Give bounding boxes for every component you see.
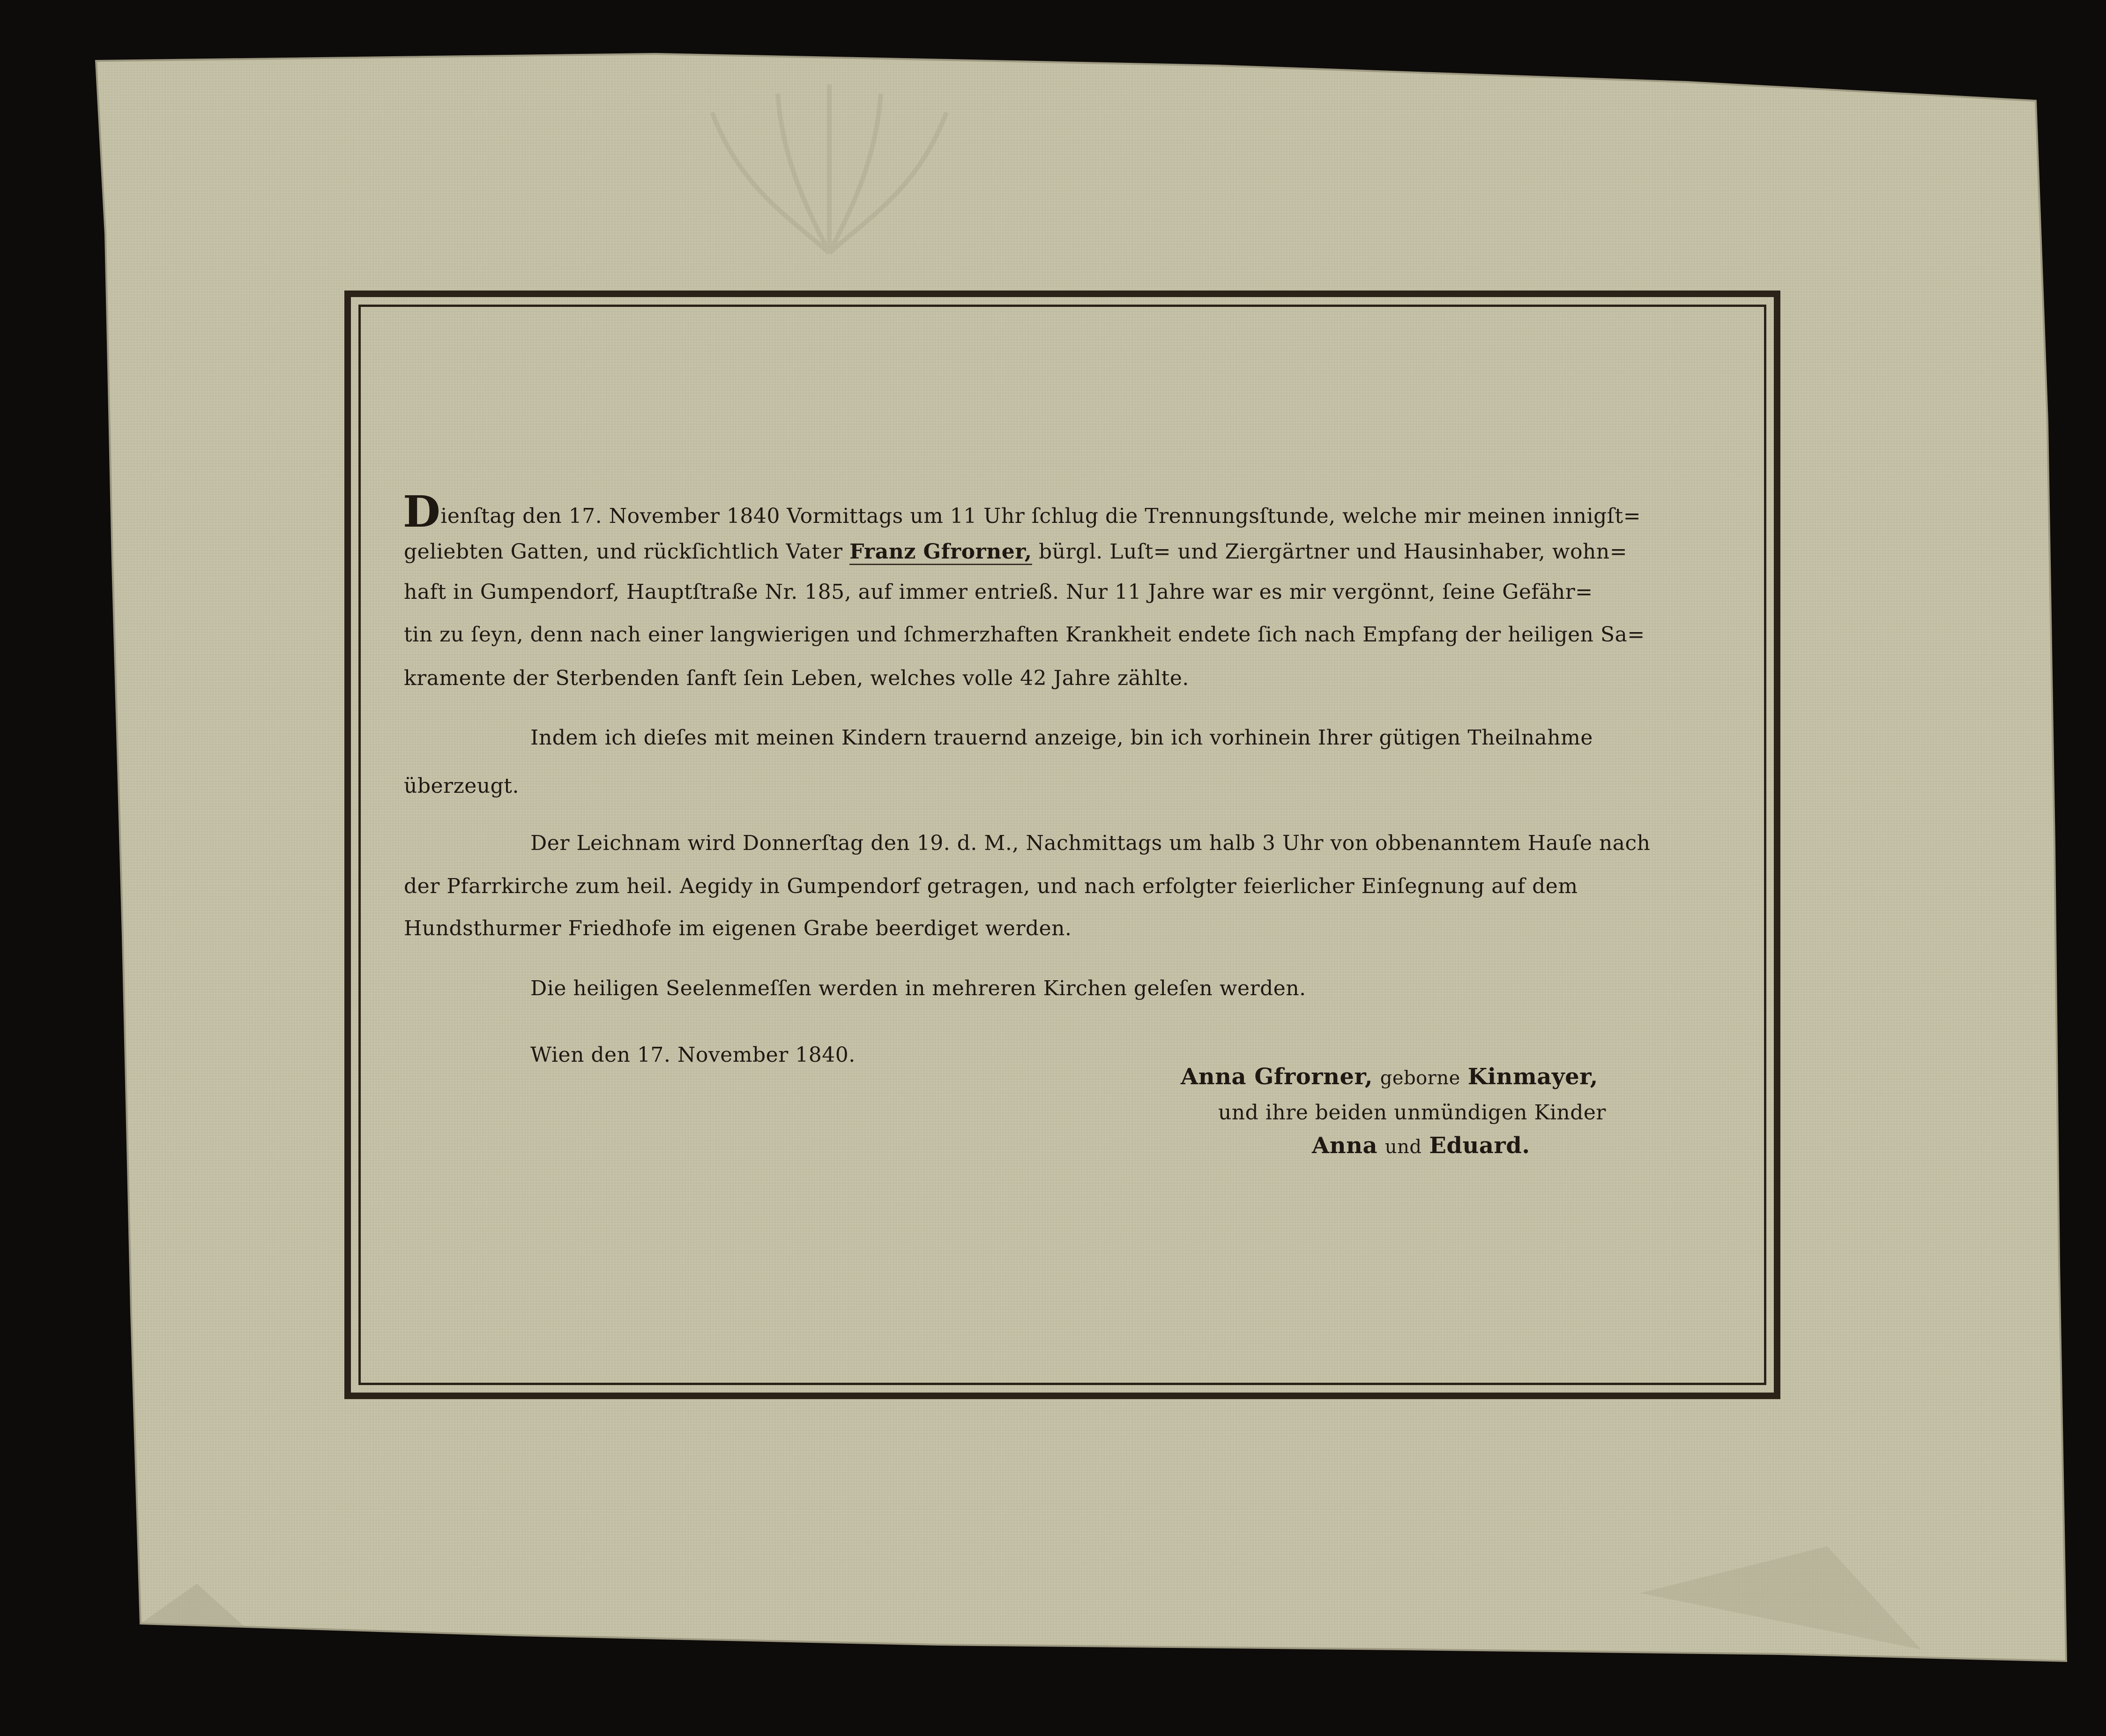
paragraph1-line3: haft in Gumpendorf, Hauptſtraße Nr. 185, auf immer entrieß. Nur 11 Jahre war es mir vergönnt, ſeine Gefähr= [404, 580, 1593, 604]
paragraph4-line1: Die heiligen Seelenmeſſen werden in mehreren Kirchen geleſen werden. [530, 976, 1306, 1000]
paragraph3-line2: der Pfarrkirche zum heil. Aegidy in Gumpendorf getragen, und nach erfolgter feierlicher Einſegnung auf dem [404, 874, 1578, 898]
child-eduard: Eduard. [1429, 1132, 1530, 1159]
signature-line1: Anna Gfrorner, geborne Kinmayer, [1181, 1064, 1598, 1090]
maiden-name: Kinmayer, [1467, 1064, 1598, 1090]
paragraph3-line1: Der Leichnam wird Donnerſtag den 19. d. M., Nachmittags um halb 3 Uhr von obbenanntem Hauſe nach [530, 831, 1651, 855]
signature-line3: Anna und Eduard. [1312, 1132, 1530, 1159]
paragraph3-line3: Hundsthurmer Friedhofe im eigenen Grabe beerdiget werden. [404, 916, 1072, 940]
deceased-name: Franz Gfrorner, [849, 540, 1032, 565]
paragraph2-line1: Indem ich dieſes mit meinen Kindern trauernd anzeige, bin ich vorhinein Ihrer gütigen Theilnahme [530, 726, 1593, 750]
dateline: Wien den 17. November 1840. [530, 1043, 856, 1067]
paragraph2-line2: überzeugt. [404, 774, 519, 798]
paragraph1-line1: Dienſtag den 17. November 1840 Vormittags um 11 Uhr ſchlug die Trennungsſtunde, welche mir meinen innigſt= [403, 486, 1641, 537]
paragraph1-line5: kramente der Sterbenden ſanft ſein Leben, welches volle 42 Jahre zählte. [404, 666, 1189, 690]
child-anna: Anna [1312, 1132, 1378, 1159]
paragraph1-line4: tin zu ſeyn, denn nach einer langwierigen und ſchmerzhaften Krankheit endete ſich nach Empfang der heiligen Sa= [404, 623, 1645, 647]
watermark-ornament [684, 75, 975, 272]
signature-line2: und ihre beiden unmündigen Kinder [1218, 1101, 1606, 1125]
paragraph1-line2: geliebten Gatten, und rückſichtlich Vater Franz Gfrorner, bürgl. Luſt= und Ziergärtner und Hausinhaber, wohn= [404, 538, 1627, 566]
widow-name: Anna Gfrorner, [1181, 1064, 1373, 1090]
drop-cap: D [403, 486, 441, 537]
